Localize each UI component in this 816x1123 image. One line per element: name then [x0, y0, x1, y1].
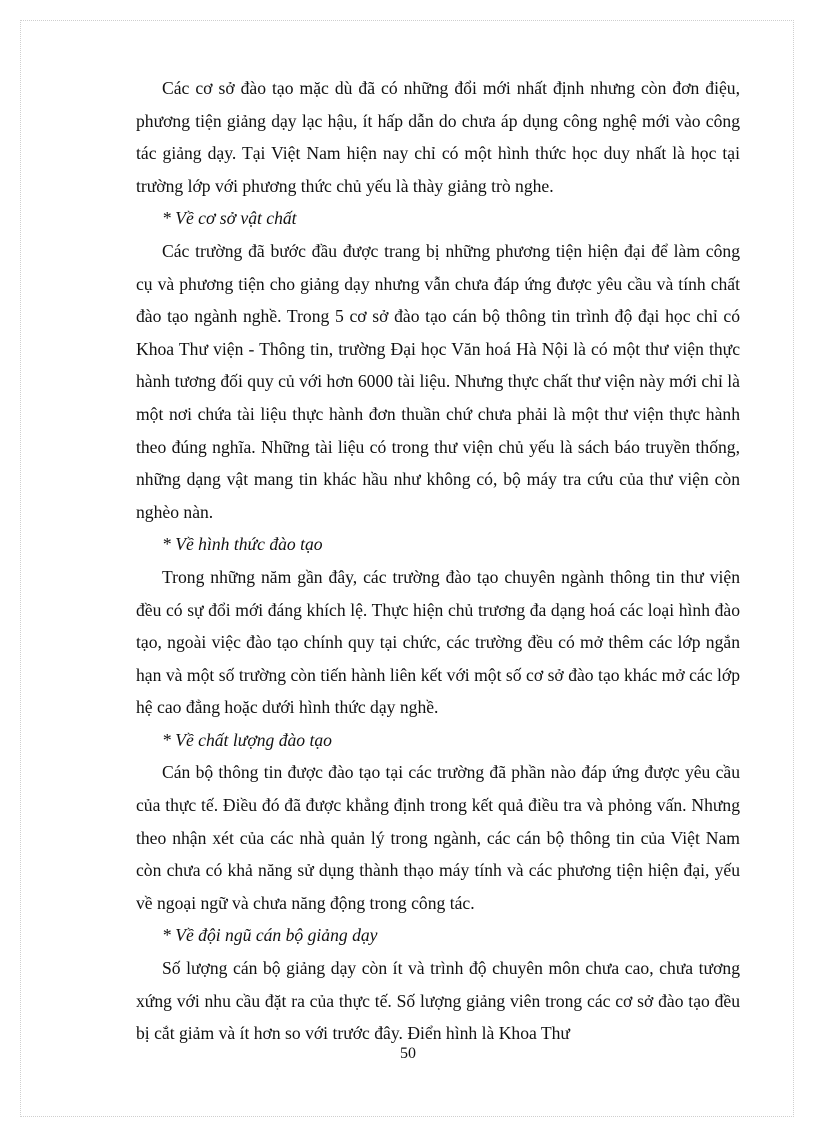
heading-teaching-staff: * Về đội ngũ cán bộ giảng dạy [162, 925, 378, 946]
page-content [136, 72, 740, 1050]
paragraph-teaching-staff: Số lượng cán bộ giảng dạy còn ít và trình độ chuyên môn chưa cao, chưa tương xứng với nhu cầu đặt ra của thực tế. Số lượng giảng viên trong các cơ sở đào tạo đều bị cắt giảm và ít hơn so với trước đây. Điển hình là Khoa Thư [136, 958, 740, 1044]
paragraph-training-forms: Trong những năm gần đây, các trường đào tạo chuyên ngành thông tin thư viện đều có sự đổi mới đáng khích lệ. Thực hiện chủ trương đa dạng hoá các loại hình đào tạo, ngoài việc đào tạo chính quy tại chức, các trường đều có mở thêm các lớp ngắn hạn và một số trường còn tiến hành liên kết với một số cơ sở đào tạo khác mở các lớp hệ cao đẳng hoặc dưới hình thức dạy nghề. [136, 566, 740, 718]
paragraph-training-methods-intro: Các cơ sở đào tạo mặc dù đã có những đổi mới nhất định nhưng còn đơn điệu, phương tiện giảng dạy lạc hậu, ít hấp dẫn do chưa áp dụng công nghệ mới vào công tác giảng dạy. Tại Việt Nam hiện nay chỉ có một hình thức học duy nhất là học tại trường lớp với phương thức chủ yếu là thày giảng trò nghe. [136, 78, 740, 196]
heading-training-quality: * Về chất lượng đào tạo [162, 729, 332, 750]
paragraph-training-quality: Cán bộ thông tin được đào tạo tại các trường đã phần nào đáp ứng được yêu cầu của thực tế. Điều đó đã được khẳng định trong kết quả điều tra và phỏng vấn. Nhưng theo nhận xét của các nhà quản lý trong ngành, các cán bộ thông tin của Việt Nam còn chưa có khả năng sử dụng thành thạo máy tính và các phương tiện hiện đại, yếu về ngoại ngữ và chưa năng động trong công tác. [136, 762, 740, 913]
heading-training-forms: * Về hình thức đào tạo [162, 534, 323, 555]
paragraph-facilities: Các trường đã bước đầu được trang bị những phương tiện hiện đại để làm công cụ và phương tiện cho giảng dạy nhưng vẫn chưa đáp ứng được yêu cầu và tính chất đào tạo ngành nghề. Trong 5 cơ sở đào tạo cán bộ thông tin trình độ đại học chỉ có Khoa Thư viện - Thông tin, trường Đại học Văn hoá Hà Nội là có một thư viện thực hành tương đối quy củ với hơn 6000 tài liệu. Nhưng thực chất thư viện này mới chỉ là một nơi chứa tài liệu thực hành đơn thuần chứ chưa phải là một thư viện thực hành theo đúng nghĩa. Những tài liệu có trong thư viện chủ yếu là sách báo truyền thống, những dạng vật mang tin khác hầu như không có, bộ máy tra cứu của thư viện còn nghèo nàn. [136, 240, 740, 522]
heading-facilities: * Về cơ sở vật chất [162, 208, 297, 229]
page-number: 50 [400, 1045, 416, 1062]
